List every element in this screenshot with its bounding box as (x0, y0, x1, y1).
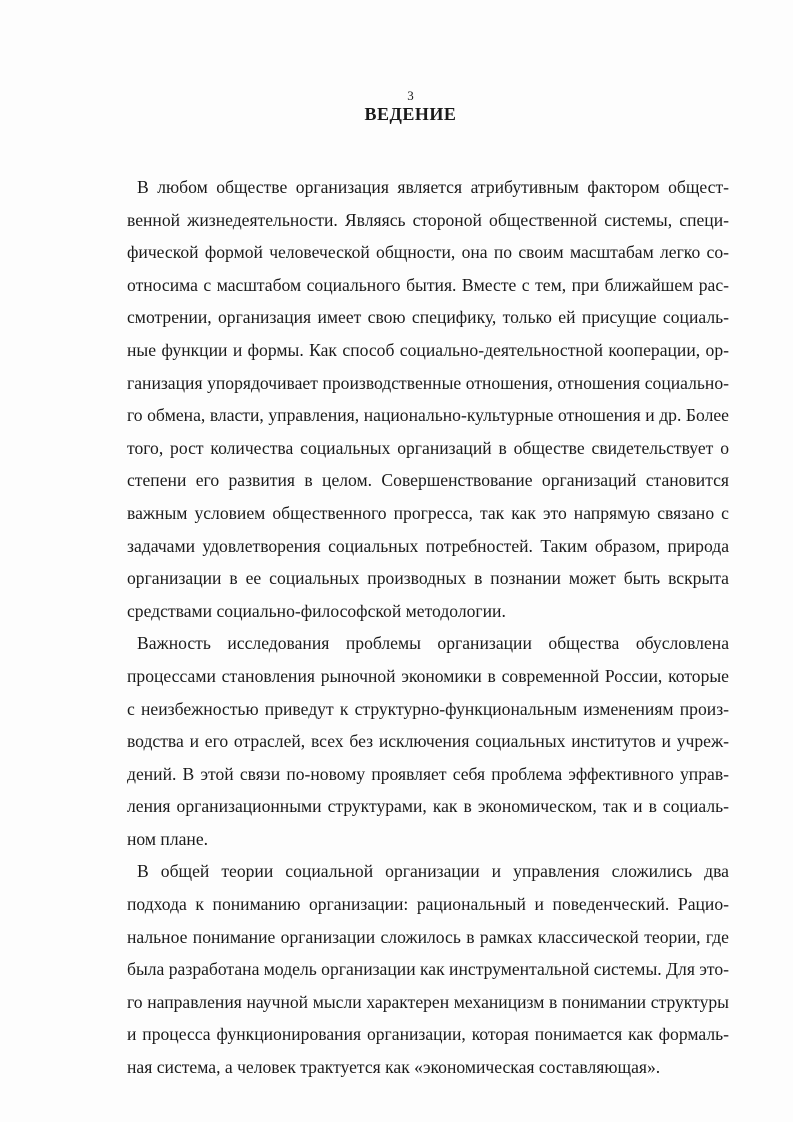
text-line: нальное понимание организации сложилось в рамках классической теории, где (127, 926, 729, 947)
text-line: ные функции и формы. Как способ социально-деятельностной кооперации, ор- (127, 339, 729, 360)
text-line: средствами социально-философской методологии. (127, 600, 506, 621)
text-line: была разработана модель организации как инструментальной системы. Для это- (127, 959, 729, 980)
text-line: важным условием общественного прогресса, так как это напрямую связано с (127, 502, 729, 523)
paragraph-2 (117, 627, 729, 855)
paragraph-1 (117, 171, 729, 627)
text-line: В любом обществе организация является атрибутивным фактором общест- (137, 177, 729, 197)
text-line: Важность исследования проблемы организации общества обусловлена (137, 633, 729, 654)
text-line: относима с масштабом социального бытия. Вместе с тем, при ближайшем рас- (127, 274, 729, 295)
text-line: организации в ее социальных производных в познании может быть вскрыта (127, 568, 729, 589)
text-line: водства и его отраслей, всех без исключения социальных институтов и учреж- (127, 731, 729, 752)
text-line: дений. В этой связи по-новому проявляет себя проблема эффективного управ- (127, 763, 729, 784)
text-line: того, рост количества социальных организаций в обществе свидетельствует о (127, 437, 729, 458)
page-number: 3 (407, 88, 414, 103)
text-line: степени его развития в целом. Совершенствование организаций становится (127, 470, 729, 491)
text-line: и процесса функционирования организации, которая понимается как формаль- (127, 1024, 729, 1045)
text-line: го обмена, власти, управления, национально-культурные отношения и др. Более (127, 405, 729, 426)
text-line: го направления научной мысли характерен механицизм в понимании структуры (127, 991, 729, 1012)
text-line: с неизбежностью приведут к структурно-функциональным изменениям произ- (127, 698, 729, 719)
text-line: ном плане. (127, 828, 209, 849)
text-line: ления организационными структурами, как в экономическом, так и в социаль- (127, 796, 729, 817)
page-title: ВЕДЕНИЕ (364, 104, 457, 124)
text-line: фической формой человеческой общности, она по своим масштабам легко со- (127, 242, 729, 263)
text-line: В общей теории социальной организации и управления сложились два (137, 861, 729, 882)
text-line: ганизация упорядочивает производственные отношения, отношения социально- (127, 372, 729, 393)
text-line: подхода к пониманию организации: рациональный и поведенческий. Рацио- (127, 894, 729, 915)
text-line: венной жизнедеятельности. Являясь стороной общественной системы, специ- (127, 209, 729, 230)
text-line: задачами удовлетворения социальных потребностей. Таким образом, природа (127, 535, 729, 556)
text-line: смотрении, организация имеет свою специфику, только ей присущие социаль- (127, 307, 729, 328)
paragraph-3 (117, 855, 729, 1083)
text-line: ная система, а человек трактуется как «экономическая составляющая». (127, 1057, 661, 1078)
body-text (117, 171, 729, 1084)
text-line: процессами становления рыночной экономики в современной России, которые (127, 665, 729, 686)
